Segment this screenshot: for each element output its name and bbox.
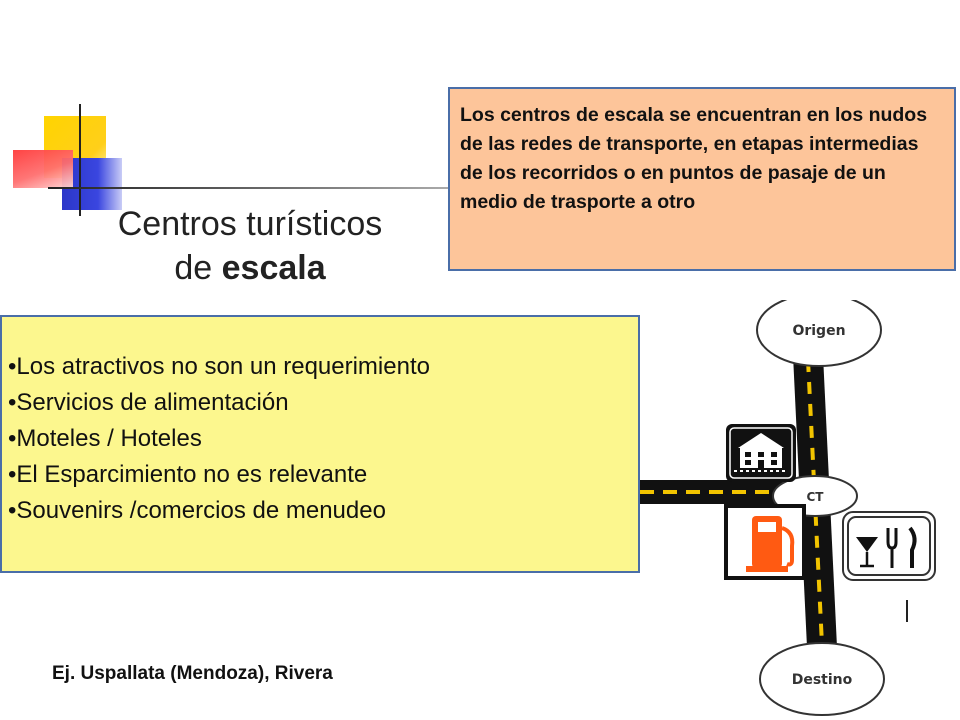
list-item: •Servicios de alimentación (8, 389, 289, 416)
list-item: •El Esparcimiento no es relevante (8, 461, 368, 488)
decor-horizontal-line (48, 187, 448, 189)
list-item: •Moteles / Hoteles (8, 425, 202, 452)
example-caption: Ej. Uspallata (Mendoza), Rivera (52, 663, 333, 684)
characteristics-list (8, 349, 638, 529)
title-line-2-prefix: de (174, 249, 222, 287)
decor-vertical-line (79, 104, 81, 216)
destination-node (760, 643, 884, 715)
characteristics-box (0, 315, 640, 573)
definition-box (448, 87, 956, 271)
origin-node (757, 300, 881, 366)
title-line-2-bold: escala (221, 249, 326, 287)
decor-red-square (13, 150, 73, 188)
title-line-2 (70, 246, 430, 290)
center-label: CT (806, 490, 824, 504)
list-item: •Souvenirs /comercios de menudeo (8, 497, 386, 524)
list-item: •Los atractivos no son un requerimiento (8, 353, 430, 380)
fuel-pump-icon (726, 506, 804, 578)
destination-label: Destino (791, 672, 853, 688)
slide-title (70, 202, 430, 290)
restaurant-icon (843, 512, 935, 580)
route-diagram (640, 300, 960, 720)
definition-text: Los centros de escala se encuentran en los nudos de las redes de transporte, en etapas intermedias de los recorridos o en puntos de pasaje de un medio de trasporte a otro (460, 104, 928, 213)
hotel-icon (726, 424, 796, 482)
origin-label: Origen (792, 323, 846, 339)
title-line-1: Centros turísticos (117, 205, 383, 243)
